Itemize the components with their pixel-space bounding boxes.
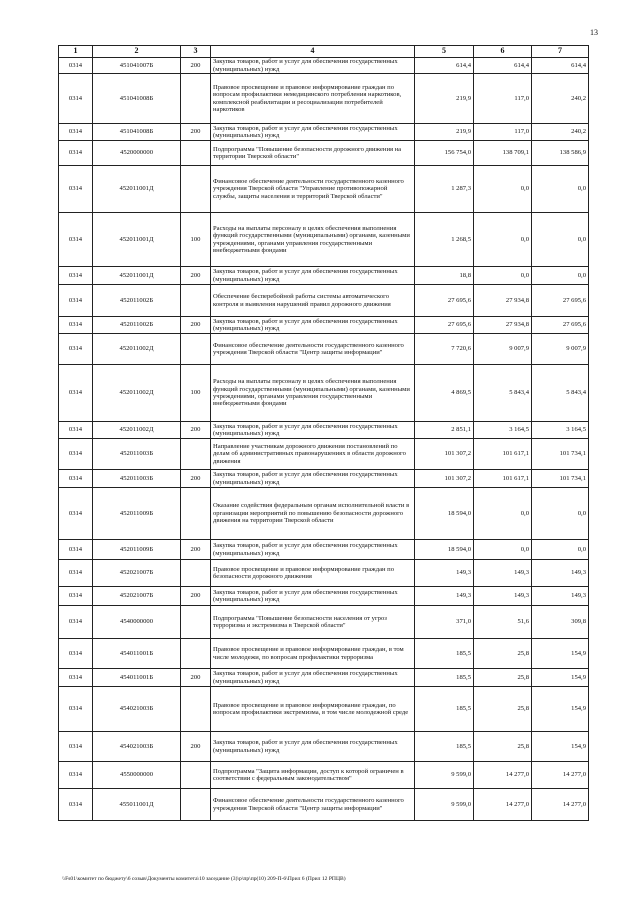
section-code-cell: 0314 xyxy=(59,540,93,560)
target-article-cell: 455011001Д xyxy=(93,789,181,821)
table-row xyxy=(59,213,589,267)
section-code-cell: 0314 xyxy=(59,213,93,267)
amount-year-2-cell: 5 843,4 xyxy=(474,365,532,422)
amount-year-3-cell: 0,0 xyxy=(532,488,589,540)
description-cell: Направление участникам дорожного движения постановлений по делам об административных правонарушениях в области дорожного движения xyxy=(211,439,415,470)
amount-year-3-cell: 3 164,5 xyxy=(532,422,589,439)
amount-year-2-cell: 14 277,0 xyxy=(474,789,532,821)
expense-type-cell xyxy=(181,560,211,587)
expense-type-cell: 200 xyxy=(181,470,211,488)
description-cell: Закупка товаров, работ и услуг для обеспечения государственных (муниципальных) нужд xyxy=(211,422,415,439)
expense-type-cell xyxy=(181,439,211,470)
budget-table xyxy=(58,45,589,821)
expense-type-cell: 100 xyxy=(181,213,211,267)
amount-year-1-cell: 185,5 xyxy=(415,639,474,669)
section-code-cell: 0314 xyxy=(59,317,93,334)
table-row xyxy=(59,488,589,540)
amount-year-3-cell: 240,2 xyxy=(532,74,589,124)
amount-year-3-cell: 27 695,6 xyxy=(532,317,589,334)
target-article-cell: 452011002Д xyxy=(93,422,181,439)
target-article-cell: 451041008Б xyxy=(93,124,181,141)
amount-year-2-cell: 101 617,1 xyxy=(474,439,532,470)
amount-year-3-cell: 149,3 xyxy=(532,587,589,606)
amount-year-1-cell: 2 851,1 xyxy=(415,422,474,439)
amount-year-2-cell: 149,3 xyxy=(474,587,532,606)
header-cell: 6 xyxy=(474,46,532,58)
table-row xyxy=(59,789,589,821)
expense-type-cell xyxy=(181,74,211,124)
amount-year-3-cell: 154,9 xyxy=(532,687,589,732)
target-article-cell: 452011001Д xyxy=(93,267,181,285)
amount-year-1-cell: 1 268,5 xyxy=(415,213,474,267)
amount-year-2-cell: 0,0 xyxy=(474,488,532,540)
amount-year-2-cell: 9 007,9 xyxy=(474,334,532,365)
header-cell: 3 xyxy=(181,46,211,58)
section-code-cell: 0314 xyxy=(59,334,93,365)
description-cell: Закупка товаров, работ и услуг для обеспечения государственных (муниципальных) нужд xyxy=(211,317,415,334)
target-article-cell: 454021003Б xyxy=(93,687,181,732)
expense-type-cell xyxy=(181,639,211,669)
target-article-cell: 451041007Б xyxy=(93,58,181,74)
target-article-cell: 452011001Д xyxy=(93,166,181,213)
expense-type-cell: 200 xyxy=(181,317,211,334)
amount-year-1-cell: 27 695,6 xyxy=(415,317,474,334)
amount-year-1-cell: 18 594,0 xyxy=(415,540,474,560)
expense-type-cell: 200 xyxy=(181,58,211,74)
section-code-cell: 0314 xyxy=(59,74,93,124)
expense-type-cell: 100 xyxy=(181,365,211,422)
amount-year-2-cell: 27 934,8 xyxy=(474,317,532,334)
amount-year-2-cell: 149,3 xyxy=(474,560,532,587)
section-code-cell: 0314 xyxy=(59,587,93,606)
target-article-cell: 452011001Д xyxy=(93,213,181,267)
expense-type-cell: 200 xyxy=(181,587,211,606)
table-row xyxy=(59,334,589,365)
table-row xyxy=(59,365,589,422)
description-cell: Финансовое обеспечение деятельности государственного казенного учреждения Тверской области "Центр защиты информации" xyxy=(211,789,415,821)
amount-year-1-cell: 9 599,0 xyxy=(415,789,474,821)
description-cell: Правовое просвещение и правовое информирование граждан по вопросам профилактики немедицинского потребления наркотиков, комплексной реабилитации и ресоциализации потребителей наркотиков xyxy=(211,74,415,124)
amount-year-2-cell: 0,0 xyxy=(474,540,532,560)
amount-year-1-cell: 149,3 xyxy=(415,560,474,587)
amount-year-2-cell: 117,0 xyxy=(474,74,532,124)
amount-year-2-cell: 101 617,1 xyxy=(474,470,532,488)
footer-file-path: \\Fs01\комитет по бюджету\6 созыв\Документы комитета\10 заседание (3)\р\пр\пр(10) 209-П-6\Прил 6 (Прил 12 РПЦВ) xyxy=(62,876,346,882)
amount-year-1-cell: 156 754,0 xyxy=(415,141,474,166)
expense-type-cell xyxy=(181,141,211,166)
description-cell: Обеспечение бесперебойной работы системы автоматического контроля и выявления нарушений правил дорожного движения xyxy=(211,285,415,317)
expense-type-cell: 200 xyxy=(181,732,211,762)
expense-type-cell: 200 xyxy=(181,422,211,439)
description-cell: Закупка товаров, работ и услуг для обеспечения государственных (муниципальных) нужд xyxy=(211,470,415,488)
section-code-cell: 0314 xyxy=(59,606,93,639)
table-row xyxy=(59,540,589,560)
description-cell: Расходы на выплаты персоналу в целях обеспечения выполнения функций государственными (муниципальными) органами, казенными учреждениями, органами управления государственными внебюджетными фондами xyxy=(211,213,415,267)
amount-year-1-cell: 1 287,3 xyxy=(415,166,474,213)
description-cell: Подпрограмма "Повышение безопасности населения от угроз терроризма и экстремизма в Тверской области" xyxy=(211,606,415,639)
amount-year-2-cell: 138 709,1 xyxy=(474,141,532,166)
amount-year-2-cell: 3 164,5 xyxy=(474,422,532,439)
table-row xyxy=(59,439,589,470)
section-code-cell: 0314 xyxy=(59,439,93,470)
amount-year-2-cell: 0,0 xyxy=(474,166,532,213)
section-code-cell: 0314 xyxy=(59,285,93,317)
target-article-cell: 4550000000 xyxy=(93,762,181,789)
amount-year-3-cell: 101 734,1 xyxy=(532,439,589,470)
target-article-cell: 454011001Б xyxy=(93,669,181,687)
amount-year-3-cell: 309,8 xyxy=(532,606,589,639)
amount-year-2-cell: 51,6 xyxy=(474,606,532,639)
section-code-cell: 0314 xyxy=(59,166,93,213)
table-row xyxy=(59,470,589,488)
target-article-cell: 452011002Б xyxy=(93,317,181,334)
table-row xyxy=(59,267,589,285)
table-row xyxy=(59,422,589,439)
amount-year-3-cell: 5 843,4 xyxy=(532,365,589,422)
amount-year-1-cell: 7 720,6 xyxy=(415,334,474,365)
amount-year-1-cell: 185,5 xyxy=(415,669,474,687)
amount-year-1-cell: 185,5 xyxy=(415,732,474,762)
section-code-cell: 0314 xyxy=(59,732,93,762)
description-cell: Финансовое обеспечение деятельности государственного казенного учреждения Тверской области "Центр защиты информации" xyxy=(211,334,415,365)
description-cell: Оказание содействия федеральным органам исполнительной власти в организации мероприятий по повышению безопасности дорожного движения на территории Тверской области xyxy=(211,488,415,540)
target-article-cell: 454011001Б xyxy=(93,639,181,669)
amount-year-3-cell: 101 734,1 xyxy=(532,470,589,488)
amount-year-3-cell: 0,0 xyxy=(532,540,589,560)
amount-year-1-cell: 219,9 xyxy=(415,124,474,141)
expense-type-cell: 200 xyxy=(181,540,211,560)
amount-year-1-cell: 185,5 xyxy=(415,687,474,732)
amount-year-1-cell: 18 594,0 xyxy=(415,488,474,540)
table-row xyxy=(59,317,589,334)
amount-year-2-cell: 25,8 xyxy=(474,732,532,762)
section-code-cell: 0314 xyxy=(59,488,93,540)
target-article-cell: 452011003Б xyxy=(93,470,181,488)
target-article-cell: 4540000000 xyxy=(93,606,181,639)
header-cell: 2 xyxy=(93,46,181,58)
description-cell: Подпрограмма "Повышение безопасности дорожного движения на территории Тверской области" xyxy=(211,141,415,166)
amount-year-2-cell: 14 277,0 xyxy=(474,762,532,789)
target-article-cell: 4520000000 xyxy=(93,141,181,166)
amount-year-3-cell: 0,0 xyxy=(532,213,589,267)
table-row xyxy=(59,587,589,606)
section-code-cell: 0314 xyxy=(59,762,93,789)
amount-year-1-cell: 4 869,5 xyxy=(415,365,474,422)
table-row xyxy=(59,141,589,166)
table-row xyxy=(59,762,589,789)
target-article-cell: 452011003Б xyxy=(93,439,181,470)
amount-year-1-cell: 27 695,6 xyxy=(415,285,474,317)
section-code-cell: 0314 xyxy=(59,267,93,285)
table-row xyxy=(59,58,589,74)
description-cell: Закупка товаров, работ и услуг для обеспечения государственных (муниципальных) нужд xyxy=(211,669,415,687)
amount-year-3-cell: 9 007,9 xyxy=(532,334,589,365)
expense-type-cell: 200 xyxy=(181,669,211,687)
section-code-cell: 0314 xyxy=(59,141,93,166)
description-cell: Закупка товаров, работ и услуг для обеспечения государственных (муниципальных) нужд xyxy=(211,124,415,141)
amount-year-3-cell: 154,9 xyxy=(532,732,589,762)
amount-year-1-cell: 219,9 xyxy=(415,74,474,124)
amount-year-2-cell: 25,8 xyxy=(474,669,532,687)
table-row xyxy=(59,124,589,141)
table-row xyxy=(59,687,589,732)
section-code-cell: 0314 xyxy=(59,789,93,821)
table-row xyxy=(59,606,589,639)
amount-year-3-cell: 0,0 xyxy=(532,267,589,285)
amount-year-1-cell: 371,0 xyxy=(415,606,474,639)
section-code-cell: 0314 xyxy=(59,124,93,141)
amount-year-3-cell: 138 586,9 xyxy=(532,141,589,166)
description-cell: Закупка товаров, работ и услуг для обеспечения государственных (муниципальных) нужд xyxy=(211,732,415,762)
description-cell: Правовое просвещение и правовое информирование граждан по безопасности дорожного движения xyxy=(211,560,415,587)
expense-type-cell xyxy=(181,285,211,317)
amount-year-3-cell: 240,2 xyxy=(532,124,589,141)
expense-type-cell: 200 xyxy=(181,267,211,285)
amount-year-3-cell: 154,9 xyxy=(532,669,589,687)
section-code-cell: 0314 xyxy=(59,687,93,732)
amount-year-1-cell: 614,4 xyxy=(415,58,474,74)
amount-year-2-cell: 25,8 xyxy=(474,639,532,669)
target-article-cell: 452011009Б xyxy=(93,488,181,540)
description-cell: Закупка товаров, работ и услуг для обеспечения государственных (муниципальных) нужд xyxy=(211,587,415,606)
table-row xyxy=(59,166,589,213)
header-cell: 1 xyxy=(59,46,93,58)
section-code-cell: 0314 xyxy=(59,639,93,669)
amount-year-3-cell: 27 695,6 xyxy=(532,285,589,317)
section-code-cell: 0314 xyxy=(59,365,93,422)
section-code-cell: 0314 xyxy=(59,58,93,74)
amount-year-2-cell: 614,4 xyxy=(474,58,532,74)
table-row xyxy=(59,74,589,124)
amount-year-3-cell: 14 277,0 xyxy=(532,789,589,821)
amount-year-3-cell: 0,0 xyxy=(532,166,589,213)
page-number: 13 xyxy=(590,28,598,37)
amount-year-1-cell: 101 307,2 xyxy=(415,439,474,470)
amount-year-3-cell: 614,4 xyxy=(532,58,589,74)
target-article-cell: 452011002Б xyxy=(93,285,181,317)
expense-type-cell xyxy=(181,789,211,821)
description-cell: Закупка товаров, работ и услуг для обеспечения государственных (муниципальных) нужд xyxy=(211,58,415,74)
description-cell: Расходы на выплаты персоналу в целях обеспечения выполнения функций государственными (муниципальными) органами, казенными учреждениями, органами управления государственными внебюджетными фондами xyxy=(211,365,415,422)
target-article-cell: 452021007Б xyxy=(93,587,181,606)
expense-type-cell xyxy=(181,488,211,540)
table-row xyxy=(59,285,589,317)
header-cell: 5 xyxy=(415,46,474,58)
section-code-cell: 0314 xyxy=(59,560,93,587)
amount-year-1-cell: 9 599,0 xyxy=(415,762,474,789)
table-row xyxy=(59,732,589,762)
amount-year-3-cell: 149,3 xyxy=(532,560,589,587)
amount-year-2-cell: 27 934,8 xyxy=(474,285,532,317)
description-cell: Закупка товаров, работ и услуг для обеспечения государственных (муниципальных) нужд xyxy=(211,540,415,560)
target-article-cell: 452011002Д xyxy=(93,334,181,365)
expense-type-cell xyxy=(181,166,211,213)
amount-year-2-cell: 0,0 xyxy=(474,213,532,267)
amount-year-1-cell: 101 307,2 xyxy=(415,470,474,488)
target-article-cell: 454021003Б xyxy=(93,732,181,762)
amount-year-3-cell: 14 277,0 xyxy=(532,762,589,789)
description-cell: Правовое просвещение и правовое информирование граждан, по вопросам профилактики экстремизма, в том числе молодежной среде xyxy=(211,687,415,732)
description-cell: Финансовое обеспечение деятельности государственного казенного учреждения Тверской области "Управление противопожарной службы, защиты населения и территорий Тверской области" xyxy=(211,166,415,213)
section-code-cell: 0314 xyxy=(59,422,93,439)
expense-type-cell: 200 xyxy=(181,124,211,141)
target-article-cell: 451041008Б xyxy=(93,74,181,124)
target-article-cell: 452021007Б xyxy=(93,560,181,587)
description-cell: Закупка товаров, работ и услуг для обеспечения государственных (муниципальных) нужд xyxy=(211,267,415,285)
description-cell: Правовое просвещение и правовое информирование граждан, в том числе молодежи, по вопросам профилактики терроризма xyxy=(211,639,415,669)
expense-type-cell xyxy=(181,687,211,732)
description-cell: Подпрограмма "Защита информации, доступ к которой ограничен в соответствии с федеральным законодательством" xyxy=(211,762,415,789)
expense-type-cell xyxy=(181,334,211,365)
table-row xyxy=(59,560,589,587)
amount-year-2-cell: 117,0 xyxy=(474,124,532,141)
header-cell: 7 xyxy=(532,46,589,58)
table-row xyxy=(59,669,589,687)
section-code-cell: 0314 xyxy=(59,470,93,488)
section-code-cell: 0314 xyxy=(59,669,93,687)
table-row xyxy=(59,639,589,669)
amount-year-2-cell: 0,0 xyxy=(474,267,532,285)
amount-year-1-cell: 149,3 xyxy=(415,587,474,606)
amount-year-3-cell: 154,9 xyxy=(532,639,589,669)
expense-type-cell xyxy=(181,606,211,639)
amount-year-2-cell: 25,8 xyxy=(474,687,532,732)
target-article-cell: 452011002Д xyxy=(93,365,181,422)
expense-type-cell xyxy=(181,762,211,789)
target-article-cell: 452011009Б xyxy=(93,540,181,560)
header-cell: 4 xyxy=(211,46,415,58)
table-header-row xyxy=(59,46,589,58)
amount-year-1-cell: 18,8 xyxy=(415,267,474,285)
